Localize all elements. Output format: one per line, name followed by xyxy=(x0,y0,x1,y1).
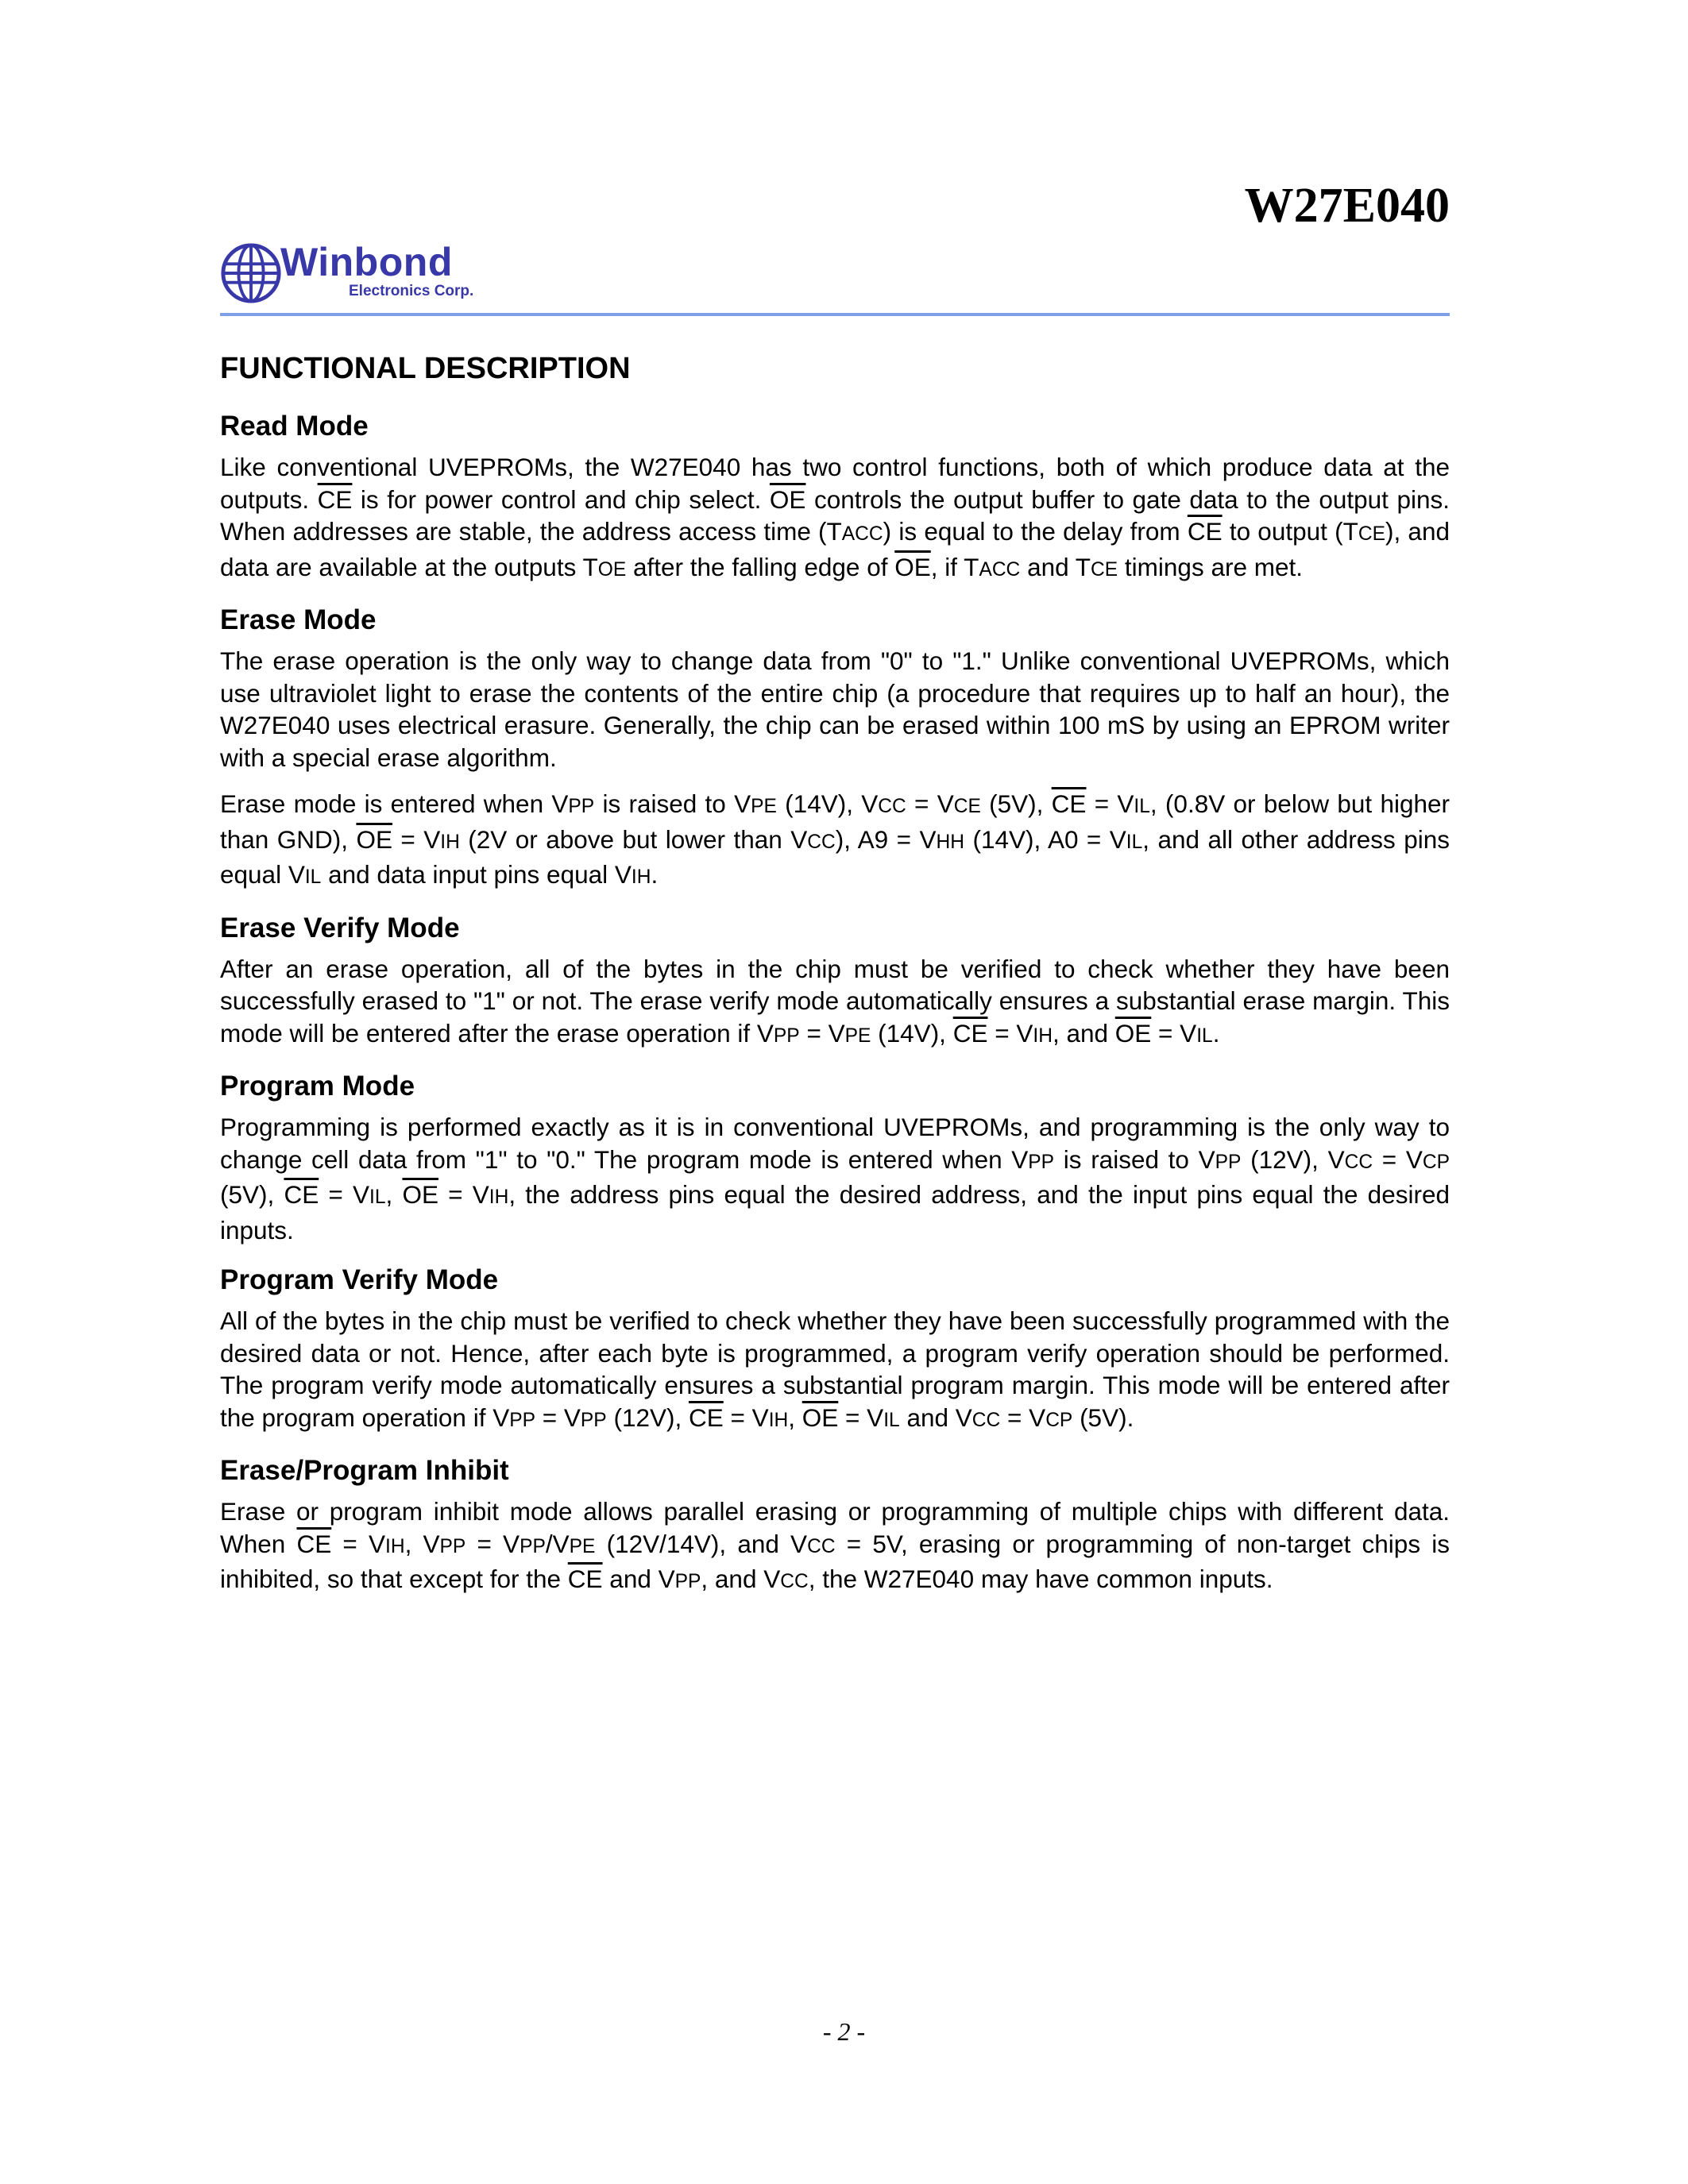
active-low-signal: $\overline{CE}$ xyxy=(567,1565,603,1593)
subscript: PP xyxy=(509,1409,535,1431)
subscript: OE xyxy=(597,558,627,581)
subscript: IL xyxy=(1196,1024,1213,1047)
subscript: IH xyxy=(768,1409,789,1431)
subscript: IH xyxy=(440,831,460,853)
subscript: IL xyxy=(369,1187,386,1208)
subscript: CC xyxy=(878,796,906,817)
subscript: IH xyxy=(385,1535,405,1557)
subscript: IH xyxy=(1033,1024,1053,1047)
subscript: CE xyxy=(1358,523,1385,545)
document-body xyxy=(220,351,1450,1613)
winbond-logo xyxy=(220,242,473,304)
section-heading: Program Verify Mode xyxy=(220,1264,499,1295)
subscript: PE xyxy=(569,1535,596,1557)
active-low-signal: $\overline{CE}$ xyxy=(317,484,353,514)
subscript: HH xyxy=(936,831,964,853)
active-low-signal: $\overline{CE}$ xyxy=(952,1018,988,1048)
active-low-signal: $\overline{CE}$ xyxy=(284,1180,319,1209)
subscript: PP xyxy=(674,1571,701,1592)
body-paragraph: All of the bytes in the chip must be verified to check whether they have been successfully programmed with the desired data or not. Hence, after each byte is programmed, a program verify operation should be performed. The program verify mode automatically ensures a substantial program margin. This mode will be entered after the program operation if VPP = VPP (12V), $\overline{CE}$ = VIH, $\overline{OE}$ = VIL and VCC = VCP (5V). xyxy=(220,1306,1450,1432)
subscript: PP xyxy=(580,1409,607,1431)
body-paragraph: Erase or program inhibit mode allows parallel erasing or programming of multiple chips with different data. When $\overline{CE}$ = VIH, VPP = VPP/VPE (12V/14V), and VCC = 5V, erasing or programming of non-target chips is inhibited, so that except for the $\overline{CE}$ and VPP, and VCC, the W27E040 may have common inputs. xyxy=(220,1497,1450,1593)
subscript: PE xyxy=(844,1024,871,1047)
active-low-signal: $\overline{OE}$ xyxy=(356,824,392,854)
active-low-signal: $\overline{CE}$ xyxy=(296,1529,332,1558)
subscript: PP xyxy=(439,1535,466,1557)
body-paragraph: The erase operation is the only way to change data from "0" to "1." Unlike conventional UVEPROMs, which use ultraviolet light to erase the contents of the entire chip (a procedure that requires up to half an hour), the W27E040 uses electrical erasure. Generally, the chip can be erased within 100 mS by using an EPROM writer with a special erase algorithm. xyxy=(220,646,1450,772)
subscript: PP xyxy=(520,1535,546,1557)
body-paragraph: Programming is performed exactly as it is in conventional UVEPROMs, and programming is the only way to change cell data from "1" to "0." The program mode is entered when VPP is raised to VPP (12V), VCC = VCP (5V), $\overline{CE}$ = VIL, $\overline{OE}$ = VIH, the address pins equal the desired address, and the input pins equal the desired inputs. xyxy=(220,1113,1450,1244)
body-paragraph: Erase mode is entered when VPP is raised to VPE (14V), VCC = VCE (5V), $\overline{CE}$ = VIL, (0.8V or below but higher than GND), $\overline{OE}$ = VIH (2V or above but lower than VCC), A9 = VHH (14V), A0 = VIL, and all other address pins equal VIL and data input pins equal VIH. xyxy=(220,789,1450,889)
subscript: IH xyxy=(631,866,651,888)
subscript: ACC xyxy=(979,558,1021,581)
section-heading: Erase/Program Inhibit xyxy=(220,1455,509,1486)
header-divider xyxy=(220,313,1450,316)
active-low-signal: $\overline{OE}$ xyxy=(894,552,931,581)
subscript: CC xyxy=(807,1535,836,1557)
active-low-signal: $\overline{CE}$ xyxy=(689,1403,724,1432)
active-low-signal: $\overline{OE}$ xyxy=(1114,1018,1152,1048)
subscript: IL xyxy=(883,1409,900,1431)
subscript: IH xyxy=(489,1187,509,1208)
active-low-signal: $\overline{OE}$ xyxy=(802,1403,839,1432)
subscript: CP xyxy=(1422,1151,1450,1173)
subscript: IL xyxy=(1134,796,1150,817)
section-title: FUNCTIONAL DESCRIPTION xyxy=(220,352,631,385)
subscript: CC xyxy=(780,1571,809,1592)
subscript: ACC xyxy=(841,523,883,545)
section-heading: Read Mode xyxy=(220,411,369,442)
logo-name: Winbond xyxy=(280,240,453,284)
subscript: CC xyxy=(807,831,836,853)
section-heading: Erase Verify Mode xyxy=(220,912,460,943)
part-number: W27E040 xyxy=(1244,179,1450,233)
subscript: PP xyxy=(1215,1151,1242,1173)
body-paragraph: After an erase operation, all of the bytes in the chip must be verified to check whether they have been successfully erased to "1" or not. The erase verify mode automatically ensures a substantial erase margin. This mode will be entered after the erase operation if VPP = VPE (14V), $\overline{CE}$ = VIH, and $\overline{OE}$ = VIL. xyxy=(220,954,1450,1048)
active-low-signal: $\overline{CE}$ xyxy=(1187,517,1223,546)
active-low-signal: $\overline{CE}$ xyxy=(1051,789,1087,818)
section-heading: Program Mode xyxy=(220,1071,415,1102)
globe-icon xyxy=(220,242,282,304)
subscript: CC xyxy=(1344,1151,1373,1173)
subscript: CC xyxy=(971,1409,1001,1431)
body-paragraph: Like conventional UVEPROMs, the W27E040 has two control functions, both of which produce data at the outputs. $\overline{CE}$ is for power control and chip select. $\overline{OE}$ controls the output buffer to gate data to the output pins. When addresses are stable, the address access time (TACC) is equal to the delay from $\overline{CE}$ to output (TCE), and data are available at the outputs TOE after the falling edge of $\overline{OE}$, if TACC and TCE timings are met. xyxy=(220,453,1450,581)
subscript: PP xyxy=(1028,1151,1055,1173)
subscript: IL xyxy=(1126,831,1143,853)
subscript: PE xyxy=(751,796,777,817)
subscript: CE xyxy=(953,796,981,817)
subscript: PP xyxy=(568,796,595,817)
active-low-signal: $\overline{OE}$ xyxy=(402,1180,438,1209)
logo-subtitle: Electronics Corp. xyxy=(349,283,474,299)
active-low-signal: $\overline{OE}$ xyxy=(769,484,806,514)
section-heading: Erase Mode xyxy=(220,604,377,635)
subscript: CE xyxy=(1091,558,1118,581)
mode-sections xyxy=(220,410,1450,1599)
subscript: IL xyxy=(304,866,322,888)
subscript: CP xyxy=(1045,1409,1073,1431)
subscript: PP xyxy=(773,1024,800,1047)
page-number: - 2 - xyxy=(822,2017,866,2046)
